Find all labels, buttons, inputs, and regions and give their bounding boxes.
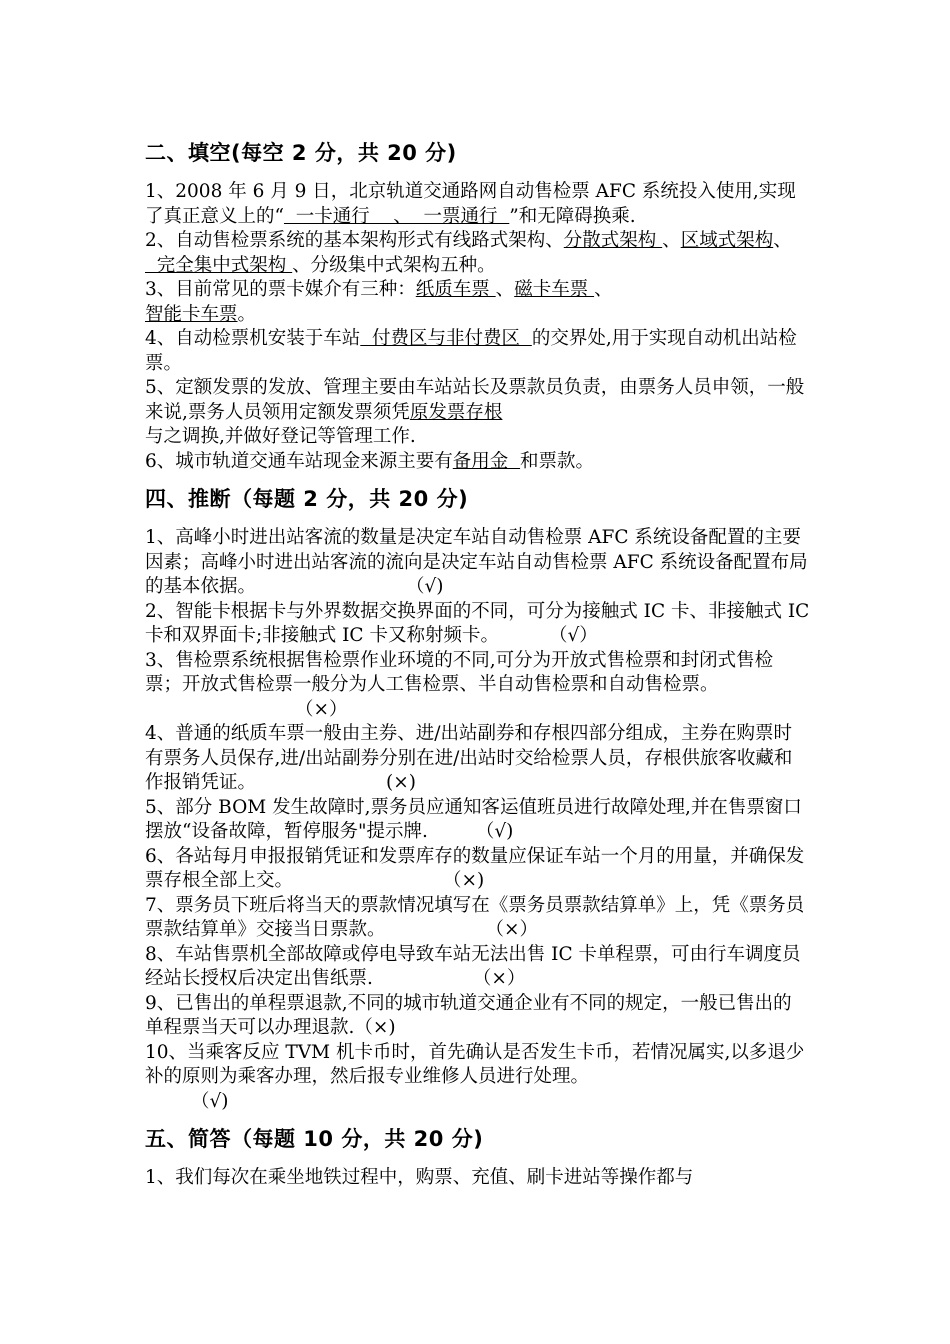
question-text: 6、各站每月申报报销凭证和发票库存的数量应保证车站一个月的用量，并确保发票存根全部上交。 [145, 845, 805, 891]
question-text: ”和无障碍换乘. [509, 205, 636, 227]
question-text: 、 [662, 230, 681, 251]
question-text: 3、售检票系统根据售检票作业环境的不同,可分为开放式售检票和封闭式售检票；开放式售检票一般分为人工售检票、半自动售检票和自动售检票。 [145, 649, 774, 695]
question-text: 、分级集中式架构五种。 [292, 254, 496, 276]
question-4-6 [145, 845, 810, 894]
question-4-5 [145, 796, 810, 845]
judgement-mark: （√） [548, 625, 598, 646]
question-4-10 [145, 1041, 810, 1115]
question-text: 、 [495, 279, 515, 300]
question-4-1 [145, 526, 810, 600]
section-title-short-answer: 五、简答（每题 10 分，共 20 分) [145, 1127, 484, 1151]
answer-blank: 完全集中式架构 [145, 254, 293, 276]
question-2-2 [145, 229, 810, 278]
question-4-4 [145, 722, 810, 796]
question-2-5 [145, 376, 810, 450]
question-text: 5、部分 BOM 发生故障时,票务员应通知客运值班员进行故障处理,并在售票窗口摆放“设备故障，暂停服务"提示牌. [145, 796, 802, 842]
question-text: 1、我们每次在乘坐地铁过程中，购票、充值、刷卡进站等操作都与 [145, 1167, 694, 1188]
question-text: 3、目前常见的票卡媒介有三种： [145, 279, 416, 300]
question-4-9 [145, 992, 810, 1041]
question-5-1 [145, 1166, 810, 1191]
question-text: 1、高峰小时进出站客流的数量是决定车站自动售检票 AFC 系统设备配置的主要因素；高峰小时进出站客流的流向是决定车站自动售检票 AFC 系统设备配置布局的基本依据。 [145, 527, 808, 597]
answer-blank: 分散式架构 [563, 230, 663, 251]
question-4-8 [145, 943, 810, 992]
question-text: 、 [594, 279, 613, 300]
question-text: 10、当乘客反应 TVM 机卡币时，首先确认是否发生卡币，若情况属实,以多退少补的原则为乘客办理，然后报专业维修人员进行处理。 [145, 1041, 805, 1087]
question-text: 5、定额发票的发放、管理主要由车站站长及票款员负责，由票务人员申领，一般来说,票务人员领用定额发票须凭 [145, 377, 805, 423]
question-text: 4、自动检票机安装于车站 [145, 328, 361, 349]
question-text: 2、自动售检票系统的基本架构形式有线路式架构、 [145, 230, 564, 251]
judgement-mark: （×) [354, 1017, 396, 1038]
question-text: 1、2008 年 6 月 9 日，北京轨道交通路网自动售检票 AFC 系统投入使用,实现了真正意义上的“ [145, 181, 796, 227]
judgement-mark: （×） [295, 698, 348, 720]
question-4-2 [145, 600, 810, 649]
question-text: 9、已售出的单程票退款,不同的城市轨道交通企业有不同的规定，一般已售出的单程票当天可以办理退款. [145, 992, 792, 1038]
question-text: 8、车站售票机全部故障或停电导致车站无法出售 IC 卡单程票，可由行车调度员经站长授权后决定出售纸票. [145, 943, 801, 989]
answer-blank: 原发票存根 [409, 401, 503, 423]
question-text: 4、普通的纸质车票一般由主券、进/出站副券和存根四部分组成，主券在购票时有票务人员保存,进/出站副券分别在进/出站时交给检票人员，存根供旅客收藏和作报销凭证。 [145, 723, 793, 793]
question-2-1 [145, 180, 810, 229]
question-text: 和票款。 [520, 450, 595, 472]
document-page [145, 138, 810, 1191]
answer-blank: 付费区与非付费区 [360, 328, 532, 349]
section-title-judgement: 四、推断（每题 2 分，共 20 分) [145, 487, 469, 511]
question-text: 7、票务员下班后将当天的票款情况填写在《票务员票款结算单》上，凭《票务员票款结算单》交接当日票款。 [145, 894, 805, 940]
judgement-mark: （×) [443, 870, 485, 891]
answer-blank: 区域式架构 [680, 230, 774, 251]
judgement-mark: （√) [406, 576, 444, 597]
answer-blank: 一卡通行 、 一票通行 [283, 205, 510, 227]
judgement-mark: （×） [485, 919, 539, 940]
question-text: 、 [773, 230, 792, 251]
answer-blank: 智能卡车票 [145, 303, 238, 325]
question-4-3 [145, 649, 810, 723]
section-title-fill-in: 二、填空(每空 2 分，共 20 分) [145, 141, 457, 165]
question-text: 2、智能卡根据卡与外界数据交换界面的不同，可分为接触式 IC 卡、非接触式 IC 卡和双界面卡;非接触式 IC 卡又称射频卡。 [145, 600, 810, 646]
answer-blank: 纸质车票 [415, 279, 496, 300]
question-2-4 [145, 327, 810, 376]
question-4-7 [145, 894, 810, 943]
question-text: 。 [237, 303, 257, 325]
judgement-mark: （×） [472, 968, 526, 989]
judgement-mark: （√) [475, 821, 514, 842]
question-text: 与之调换,并做好登记等管理工作. [145, 426, 416, 447]
question-2-3 [145, 278, 810, 327]
answer-blank: 磁卡车票 [514, 279, 595, 300]
judgement-mark: （√) [191, 1090, 229, 1112]
question-text: 的交界处,用于实现自动机出站检票。 [145, 328, 797, 374]
question-text: 6、城市轨道交通车站现金来源主要有 [145, 450, 453, 472]
judgement-mark: (×) [386, 772, 416, 793]
answer-blank: 备用金 [452, 450, 521, 472]
question-2-6 [145, 450, 810, 475]
